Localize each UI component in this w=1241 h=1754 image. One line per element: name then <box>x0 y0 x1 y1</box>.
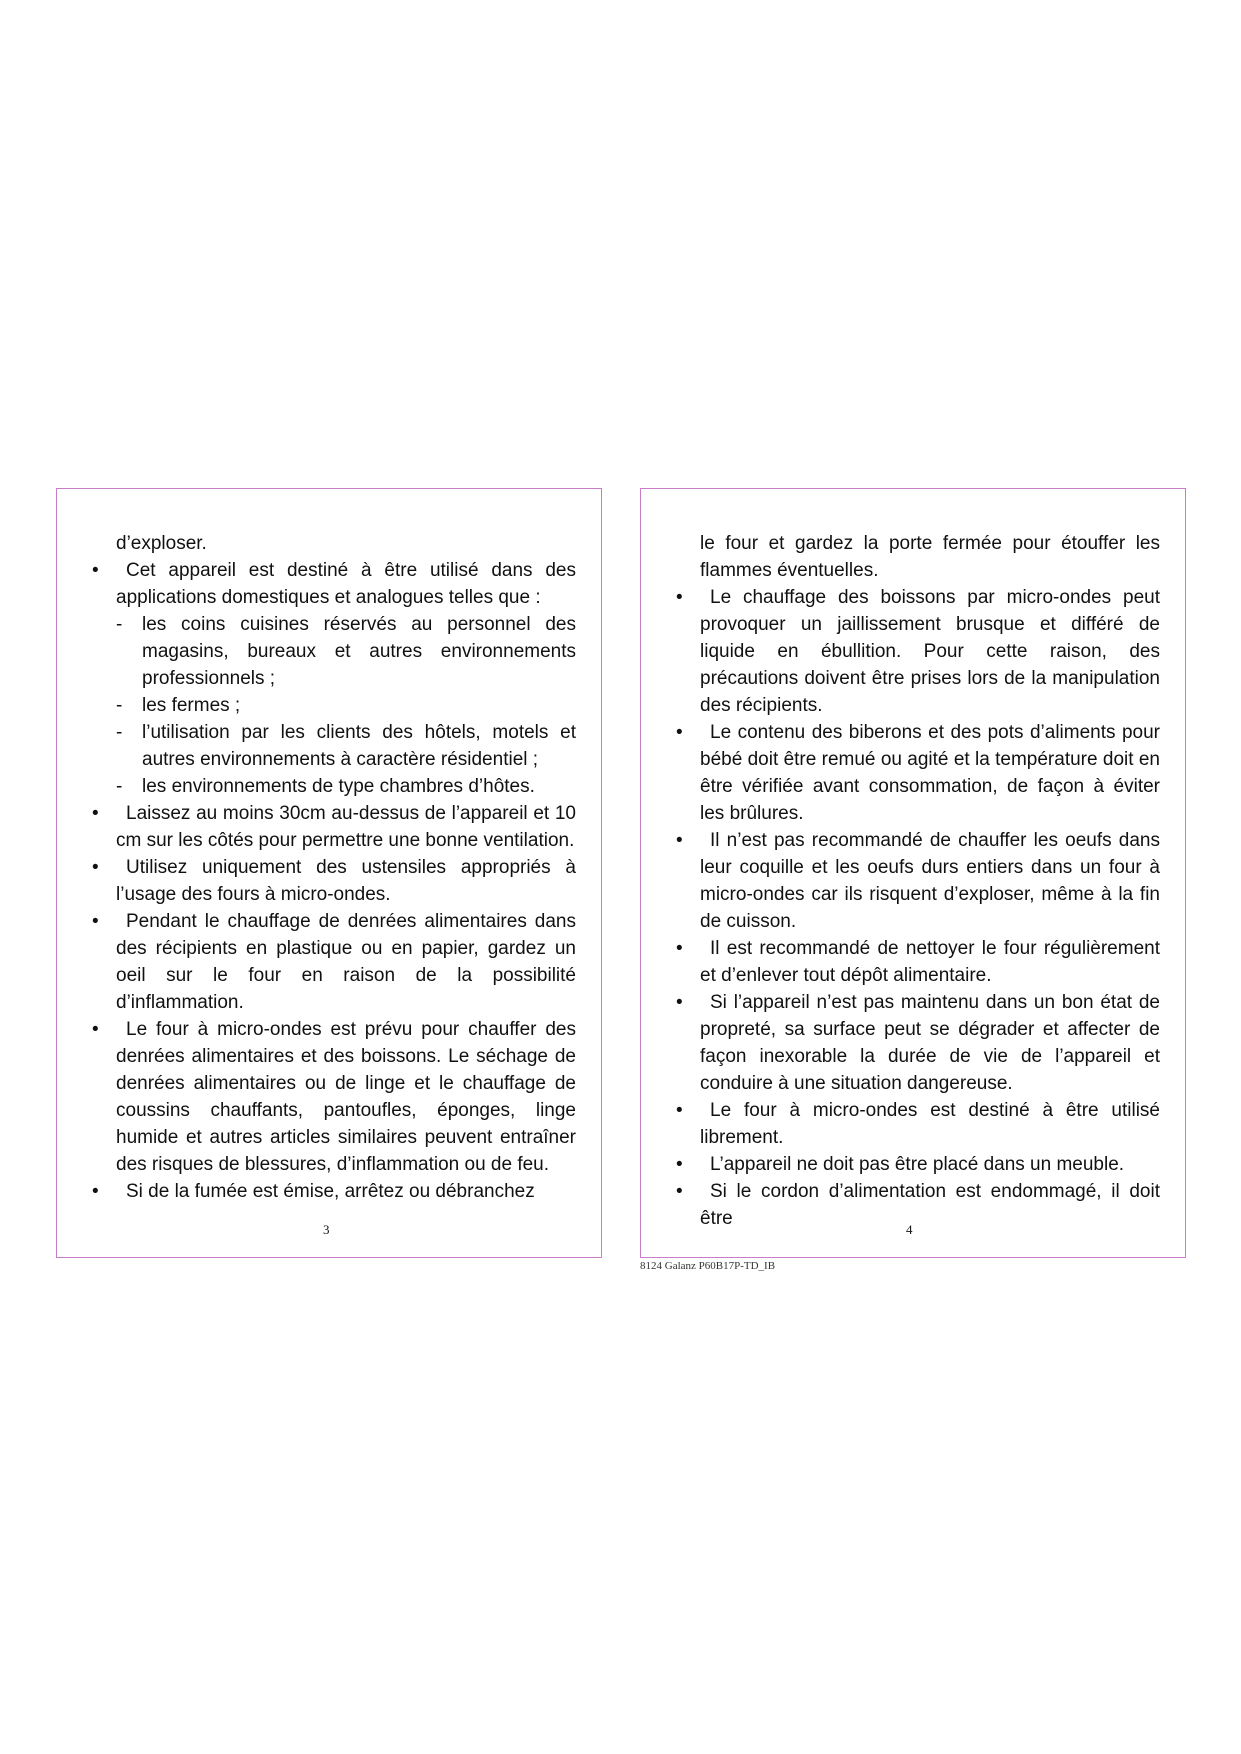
bullet-marker: • <box>676 992 683 1013</box>
item-text: Utilisez uniquement des ustensiles appropriés à l’usage des fours à micro-ondes. <box>116 857 576 905</box>
bullet-item <box>676 989 1160 1097</box>
continuation-paragraph: le four et gardez la porte fermée pour étouffer les flammes éventuelles. <box>700 533 1160 581</box>
bullet-marker: • <box>676 587 683 608</box>
bullet-item <box>676 935 1160 989</box>
item-text: Il n’est pas recommandé de chauffer les oeufs dans leur coquille et les oeufs durs entiers dans un four à micro-ondes car ils risquent d’exploser, même à la fin de cuisson. <box>700 830 1160 932</box>
bullet-item <box>676 1097 1160 1151</box>
left-page-text-column <box>92 530 576 1205</box>
bullet-marker: • <box>676 722 683 743</box>
dash-marker: - <box>116 776 123 797</box>
footer-document-id: 8124 Galanz P60B17P-TD_IB <box>640 1260 776 1272</box>
bullet-marker: • <box>92 911 99 932</box>
bullet-item <box>92 1178 576 1205</box>
bullet-item <box>92 854 576 908</box>
bullet-marker: • <box>92 1181 99 1202</box>
item-text: l’utilisation par les clients des hôtels, motels et autres environnements à caractère résidentiel ; <box>142 722 576 770</box>
item-text: les environnements de type chambres d’hôtes. <box>142 776 535 797</box>
page-number-right: 4 <box>906 1222 913 1237</box>
bullet-item <box>92 908 576 1016</box>
item-text: Le four à micro-ondes est destiné à être utilisé librement. <box>700 1100 1160 1148</box>
item-text: Si l’appareil n’est pas maintenu dans un bon état de propreté, sa surface peut se dégrader et affecter de façon inexorable la durée de vie de l’appareil et conduire à une situation dangereuse. <box>700 992 1160 1094</box>
dash-marker: - <box>116 722 123 743</box>
item-text: Si de la fumée est émise, arrêtez ou débranchez <box>126 1181 535 1202</box>
continuation-paragraph: d’exploser. <box>116 533 207 554</box>
bullet-marker: • <box>92 1019 99 1040</box>
bullet-item <box>676 827 1160 935</box>
dash-item <box>116 719 576 773</box>
dash-item <box>116 773 576 800</box>
item-text: les coins cuisines réservés au personnel des magasins, bureaux et autres environnements professionnels ; <box>142 614 576 689</box>
bullet-marker: • <box>676 1100 683 1121</box>
bullet-marker: • <box>676 1181 683 1202</box>
item-text: Le contenu des biberons et des pots d’aliments pour bébé doit être remué ou agité et la température doit en être vérifiée avant consommation, de façon à éviter les brûlures. <box>700 722 1160 824</box>
page-number-left: 3 <box>323 1222 330 1237</box>
item-text: Il est recommandé de nettoyer le four régulièrement et d’enlever tout dépôt alimentaire. <box>700 938 1160 986</box>
dash-marker: - <box>116 614 123 635</box>
dash-item <box>116 611 576 692</box>
item-text: Le four à micro-ondes est prévu pour chauffer des denrées alimentaires et des boissons. Le séchage de denrées alimentaires ou de linge et le chauffage de coussins chauffants, pantoufles, éponges, linge humide et autres articles similaires peuvent entraîner des risques de blessures, d’inflammation ou de feu. <box>116 1019 576 1175</box>
item-text: L’appareil ne doit pas être placé dans un meuble. <box>710 1154 1125 1175</box>
bullet-marker: • <box>676 938 683 959</box>
item-text: Cet appareil est destiné à être utilisé dans des applications domestiques et analogues telles que : <box>116 560 576 608</box>
item-text: les fermes ; <box>142 695 241 716</box>
bullet-marker: • <box>92 857 99 878</box>
dash-marker: - <box>116 695 123 716</box>
right-page-text-column <box>676 530 1160 1232</box>
item-text: Pendant le chauffage de denrées alimentaires dans des récipients en plastique ou en papier, gardez un oeil sur le four en raison de la possibilité d’inflammation. <box>116 911 576 1013</box>
bullet-item <box>92 800 576 854</box>
bullet-item <box>676 1151 1160 1178</box>
bullet-item <box>676 719 1160 827</box>
item-text: Si le cordon d’alimentation est endommagé, il doit être <box>700 1181 1160 1229</box>
bullet-item <box>92 1016 576 1178</box>
bullet-marker: • <box>676 830 683 851</box>
item-text: Laissez au moins 30cm au-dessus de l’appareil et 10 cm sur les côtés pour permettre une bonne ventilation. <box>116 803 576 851</box>
bullet-item <box>676 1178 1160 1232</box>
bullet-marker: • <box>676 1154 683 1175</box>
bullet-marker: • <box>92 803 99 824</box>
dash-item <box>116 692 576 719</box>
bullet-item <box>92 557 576 611</box>
bullet-marker: • <box>92 560 99 581</box>
item-text: Le chauffage des boissons par micro-ondes peut provoquer un jaillissement brusque et différé de liquide en ébullition. Pour cette raison, des précautions doivent être prises lors de la manipulation des récipients. <box>700 587 1160 716</box>
bullet-item <box>676 584 1160 719</box>
